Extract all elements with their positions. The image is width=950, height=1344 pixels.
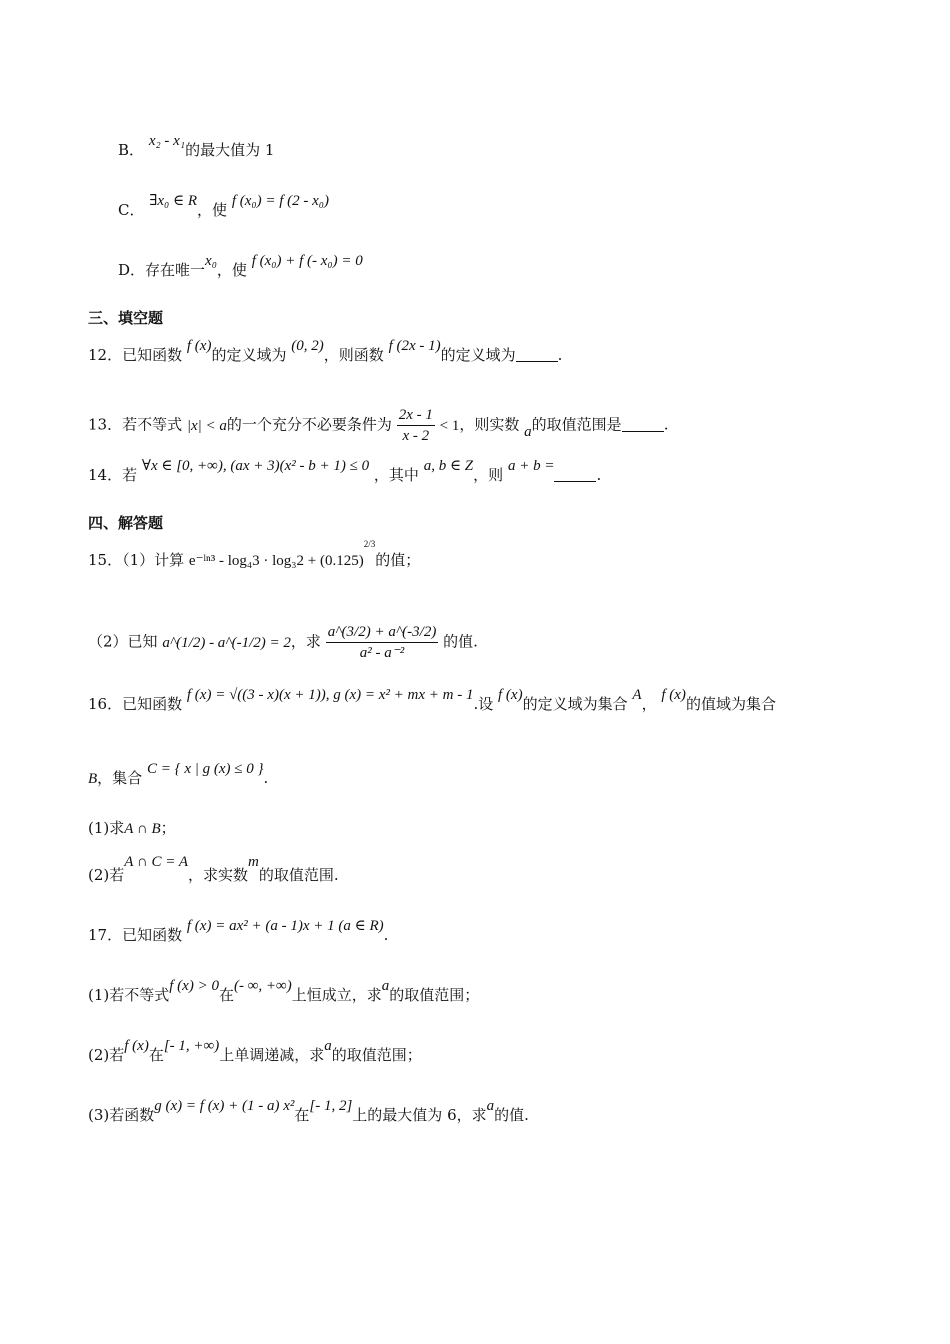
question-13: 13．若不等式 |x| < a的一个充分不必要条件为 $\frac{2x - 1}{x - 2}$ < 1，则实数 a的取值范围是 .: [88, 407, 669, 444]
question-16-cont: B，集合 C = { x | g (x) ≤ 0 }.: [88, 761, 269, 787]
option-d: D．存在唯一x₀，使 f (x₀) + f (- x₀) = 0: [118, 253, 363, 279]
math-expr: C = { x | g (x) ≤ 0 }: [146, 761, 264, 777]
math-expr: a + b =: [507, 458, 555, 474]
math-expr: B: [88, 771, 98, 787]
math-expr: f (x) = ax² + (a - 1)x + 1 (a ∈ R): [186, 918, 384, 934]
math-expr: f (x): [186, 338, 212, 354]
math-expr: [- 1, +∞): [163, 1038, 220, 1054]
question-16-part-1: (1)求A ∩ B；: [88, 819, 176, 837]
question-15-part-1: 15．（1）计算 e⁻ˡⁿ³ - $\log_43 \cdot \log_32 + (0.125)^{2/3}$的值；: [88, 539, 421, 569]
math-expr: A ∩ B: [124, 821, 161, 837]
question-17-part-1: (1)若不等式f (x) > 0在(- ∞, +∞)上恒成立，求a的取值范围；: [88, 978, 480, 1004]
fraction: $\frac{2x - 1}{x - 2}$: [398, 407, 433, 444]
option-b: B． x₂ - x₁的最大值为 1: [118, 133, 275, 159]
math-expr: |x| < a: [186, 417, 227, 434]
math-expr: A ∩ C = A: [124, 854, 188, 870]
math-expr: m: [248, 854, 259, 870]
math-expr: a: [381, 978, 390, 994]
answer-blank: [516, 347, 558, 362]
math-expr: f (x) > 0: [169, 978, 219, 994]
math-expr: a: [524, 423, 532, 440]
fraction: $\frac{a\^{}(3/2) + a\^{}(-3/2)}{\text{a² - a⁻²}}$: [327, 624, 437, 661]
math-expr: a: [324, 1038, 332, 1054]
math-expr: a^(1/2) - a^(-1/2) = 2: [162, 634, 291, 651]
math-expr: ∃x₀ ∈ R: [149, 193, 198, 209]
question-14: 14．若 ∀x ∈ [0, +∞), (ax + 3)(x² - b + 1) ≤ 0 ，其中 a, b ∈ Z，则 a + b = .: [88, 458, 602, 484]
math-expr: f (x) = √((3 - x)(x + 1)), g (x) = x² + mx + m - 1: [186, 687, 474, 703]
math-expr: a, b ∈ Z: [423, 458, 474, 474]
math-exponent: 2/3: [363, 539, 376, 549]
question-15-part-2: （2）已知 a^(1/2) - a^(-1/2) = 2，求 $\frac{a\^{}(3/2) + a\^{}(-3/2)}{\text{a² - a⁻²}}$ 的值.: [88, 624, 478, 661]
math-expr: f (x): [661, 687, 686, 703]
math-expr: (0, 2): [291, 338, 324, 354]
math-expr: e⁻ˡⁿ³ - log₄3 · log₃2 + (0.125): [188, 553, 364, 569]
math-expr: ∀x ∈ [0, +∞), (ax + 3)(x² - b + 1) ≤ 0: [141, 458, 370, 474]
section-heading-fill-blank: 三、填空题: [88, 309, 164, 327]
math-expr: < 1: [439, 417, 460, 434]
question-12: 12．已知函数 f (x)的定义域为 (0, 2)，则函数 f (2x - 1)的定义域为 .: [88, 338, 563, 364]
option-c: C． ∃x₀ ∈ R，使 f (x₀) = f (2 - x₀): [118, 193, 330, 219]
math-expr: x₂ - x₁: [148, 133, 186, 149]
question-16: 16．已知函数 f (x) = √((3 - x)(x + 1)), g (x) = x² + mx + m - 1.设 f (x)的定义域为集合 A， f (x)的值域为集合: [88, 687, 776, 713]
math-expr: f (2x - 1): [388, 338, 441, 354]
question-17-part-3: (3)若函数g (x) = f (x) + (1 - a) x²在[- 1, 2]上的最大值为 6，求a的值.: [88, 1098, 529, 1124]
math-expr: A: [632, 687, 642, 703]
math-expr: f (x): [124, 1038, 149, 1054]
math-expr: f (x): [498, 687, 523, 703]
question-17: 17．已知函数 f (x) = ax² + (a - 1)x + 1 (a ∈ R).: [88, 918, 389, 944]
math-expr: (- ∞, +∞): [233, 978, 292, 994]
math-expr: [- 1, 2]: [309, 1098, 353, 1114]
question-16-part-2: (2)若A ∩ C = A，求实数m的取值范围.: [88, 854, 339, 884]
section-heading-solve: 四、解答题: [88, 514, 164, 532]
question-17-part-2: (2)若f (x)在[- 1, +∞)上单调递减，求a的取值范围；: [88, 1038, 422, 1064]
math-expr: g (x) = f (x) + (1 - a) x²: [154, 1098, 295, 1114]
math-expr: f (x₀) = f (2 - x₀): [231, 193, 330, 209]
answer-blank: [554, 467, 596, 482]
answer-blank: [622, 417, 664, 432]
math-expr: x₀: [205, 253, 217, 269]
math-expr: f (x₀) + f (- x₀) = 0: [251, 253, 363, 269]
math-expr: a: [486, 1098, 495, 1114]
